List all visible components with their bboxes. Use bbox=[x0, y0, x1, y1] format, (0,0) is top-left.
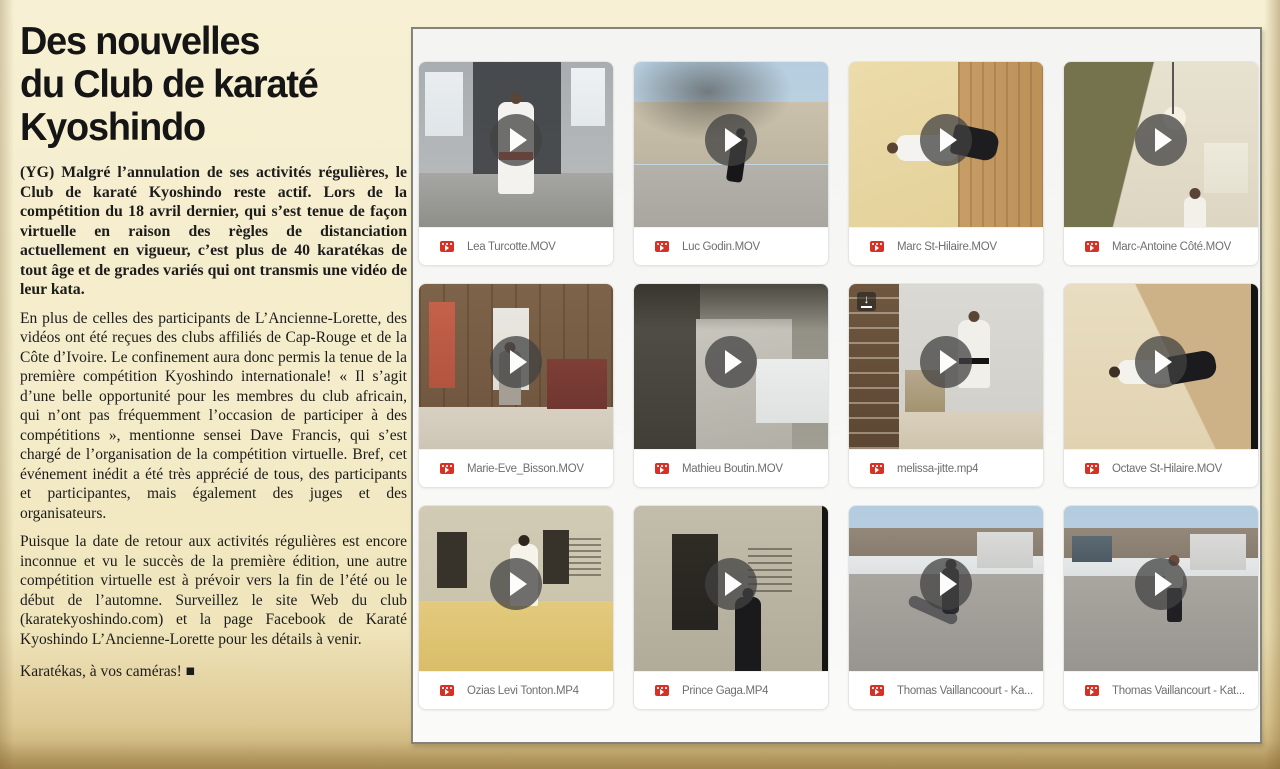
file-card-footer bbox=[634, 449, 828, 487]
file-card-footer bbox=[849, 671, 1043, 709]
file-name: Prince Gaga.MP4 bbox=[682, 684, 769, 697]
video-file-icon bbox=[870, 685, 884, 696]
video-thumbnail[interactable] bbox=[419, 506, 613, 671]
file-card-footer bbox=[419, 671, 613, 709]
play-icon[interactable] bbox=[920, 336, 972, 388]
file-name: melissa-jitte.mp4 bbox=[897, 462, 979, 475]
video-file-icon bbox=[655, 463, 669, 474]
file-card-footer bbox=[1064, 671, 1258, 709]
video-thumbnail[interactable] bbox=[849, 284, 1043, 449]
file-card[interactable] bbox=[848, 61, 1044, 266]
article-closing-line: Karatékas, à vos caméras! ■ bbox=[20, 663, 196, 680]
video-thumbnail[interactable] bbox=[1064, 506, 1258, 671]
file-card[interactable] bbox=[848, 505, 1044, 710]
file-card[interactable] bbox=[1063, 61, 1259, 266]
video-thumbnail[interactable] bbox=[1064, 284, 1258, 449]
title-line-2: du Club de karaté bbox=[20, 63, 318, 106]
file-card-footer bbox=[849, 449, 1043, 487]
file-card-footer bbox=[634, 671, 828, 709]
file-card[interactable] bbox=[848, 283, 1044, 488]
video-thumbnail[interactable] bbox=[634, 284, 828, 449]
file-card-footer bbox=[634, 227, 828, 265]
play-icon[interactable] bbox=[490, 336, 542, 388]
video-thumbnail[interactable] bbox=[849, 506, 1043, 671]
file-card[interactable] bbox=[1063, 505, 1259, 710]
play-icon[interactable] bbox=[1135, 114, 1187, 166]
play-icon[interactable] bbox=[1135, 336, 1187, 388]
play-icon[interactable] bbox=[705, 336, 757, 388]
person-figure bbox=[1184, 197, 1206, 227]
play-icon[interactable] bbox=[920, 114, 972, 166]
file-card[interactable] bbox=[418, 61, 614, 266]
file-name: Thomas Vaillancoourt - Ka... bbox=[897, 684, 1033, 697]
video-thumbnail[interactable] bbox=[849, 62, 1043, 227]
title-line-3: Kyoshindo bbox=[20, 106, 205, 149]
video-file-icon bbox=[870, 463, 884, 474]
page-edge-shading-left bbox=[0, 0, 14, 769]
file-name: Lea Turcotte.MOV bbox=[467, 240, 556, 253]
play-icon[interactable] bbox=[1135, 558, 1187, 610]
file-card[interactable] bbox=[633, 283, 829, 488]
article-paragraph: Puisque la date de retour aux activités régulières est encore inconnue et vu le succès de la première édition, une autre compétition virtuelle est à prévoir vers la fin de l’été ou le début de l’automne. Surveillez le site Web du club (karatekyoshindo.com) et la page Facebook de Karaté Kyoshindo L’Ancienne-Lorette pour les détails à venir. bbox=[20, 533, 407, 648]
video-thumbnail[interactable] bbox=[634, 62, 828, 227]
file-name: Marc-Antoine Côté.MOV bbox=[1112, 240, 1231, 253]
title-line-1: Des nouvelles bbox=[20, 20, 260, 63]
file-name: Luc Godin.MOV bbox=[682, 240, 760, 253]
play-icon[interactable] bbox=[705, 558, 757, 610]
file-card-footer bbox=[419, 227, 613, 265]
play-icon[interactable] bbox=[920, 558, 972, 610]
article-paragraph-lead: (YG) Malgré l’annulation de ses activités régulières, le Club de karaté Kyoshindo reste actif. Lors de la compétition du 18 avril dernier, qui s’est tenue de façon virtuelle en raison des règles de distanciation actuellement en vigueur, c’est plus de 40 karatékas de tout âge et de grades variés qui ont transmis une vidéo de leur kata. bbox=[20, 164, 407, 298]
video-file-icon bbox=[1085, 685, 1099, 696]
article-paragraph: En plus de celles des participants de L’Ancienne-Lorette, des vidéos ont été reçues des clubs affiliés de Cap-Rouge et de la Côte d’Ivoire. Le confinement aura donc permis la tenue de la première compétition Kyoshindo internationale! « Il s’agit d’une belle opportunité pour les membres du club africain, qui n’ont pas fréquemment l’occasion de participer à des compétitions », mentionne sensei Dave Francis, qui s’est chargé de l’organisation de la compétition virtuelle. Bref, cet événement inédit a été très apprécié de tous, des participants et participantes, mais également des juges et des organisateurs. bbox=[20, 309, 407, 522]
file-card-footer bbox=[1064, 227, 1258, 265]
video-thumbnail[interactable] bbox=[419, 284, 613, 449]
download-icon[interactable]: ↓ bbox=[857, 292, 876, 311]
video-file-icon bbox=[440, 241, 454, 252]
file-name: Octave St-Hilaire.MOV bbox=[1112, 462, 1223, 475]
video-thumbnail[interactable] bbox=[1064, 62, 1258, 227]
play-icon[interactable] bbox=[705, 114, 757, 166]
file-card[interactable] bbox=[1063, 283, 1259, 488]
drive-screenshot-panel bbox=[411, 27, 1262, 744]
file-card-footer bbox=[1064, 449, 1258, 487]
file-card[interactable] bbox=[418, 283, 614, 488]
video-file-icon bbox=[655, 241, 669, 252]
file-card[interactable] bbox=[418, 505, 614, 710]
page-edge-shading-bottom bbox=[0, 741, 1280, 769]
file-card[interactable] bbox=[633, 505, 829, 710]
file-name: Marc St-Hilaire.MOV bbox=[897, 240, 997, 253]
video-file-icon bbox=[1085, 241, 1099, 252]
article-column bbox=[20, 20, 407, 691]
video-file-icon bbox=[1085, 463, 1099, 474]
play-icon[interactable] bbox=[490, 558, 542, 610]
video-file-icon bbox=[655, 685, 669, 696]
play-icon[interactable] bbox=[490, 114, 542, 166]
article-title bbox=[20, 20, 395, 149]
file-card[interactable] bbox=[633, 61, 829, 266]
file-card-footer bbox=[419, 449, 613, 487]
file-grid bbox=[418, 61, 1259, 710]
video-file-icon bbox=[440, 463, 454, 474]
file-name: Marie-Ève_Bisson.MOV bbox=[467, 462, 584, 475]
video-thumbnail[interactable] bbox=[419, 62, 613, 227]
video-file-icon bbox=[870, 241, 884, 252]
file-card-footer bbox=[849, 227, 1043, 265]
file-name: Ozias Levi Tonton.MP4 bbox=[467, 684, 579, 697]
page-edge-shading-right bbox=[1264, 0, 1280, 769]
file-name: Thomas Vaillancourt - Kat... bbox=[1112, 684, 1245, 697]
video-file-icon bbox=[440, 685, 454, 696]
file-name: Mathieu Boutin.MOV bbox=[682, 462, 783, 475]
video-thumbnail[interactable] bbox=[634, 506, 828, 671]
